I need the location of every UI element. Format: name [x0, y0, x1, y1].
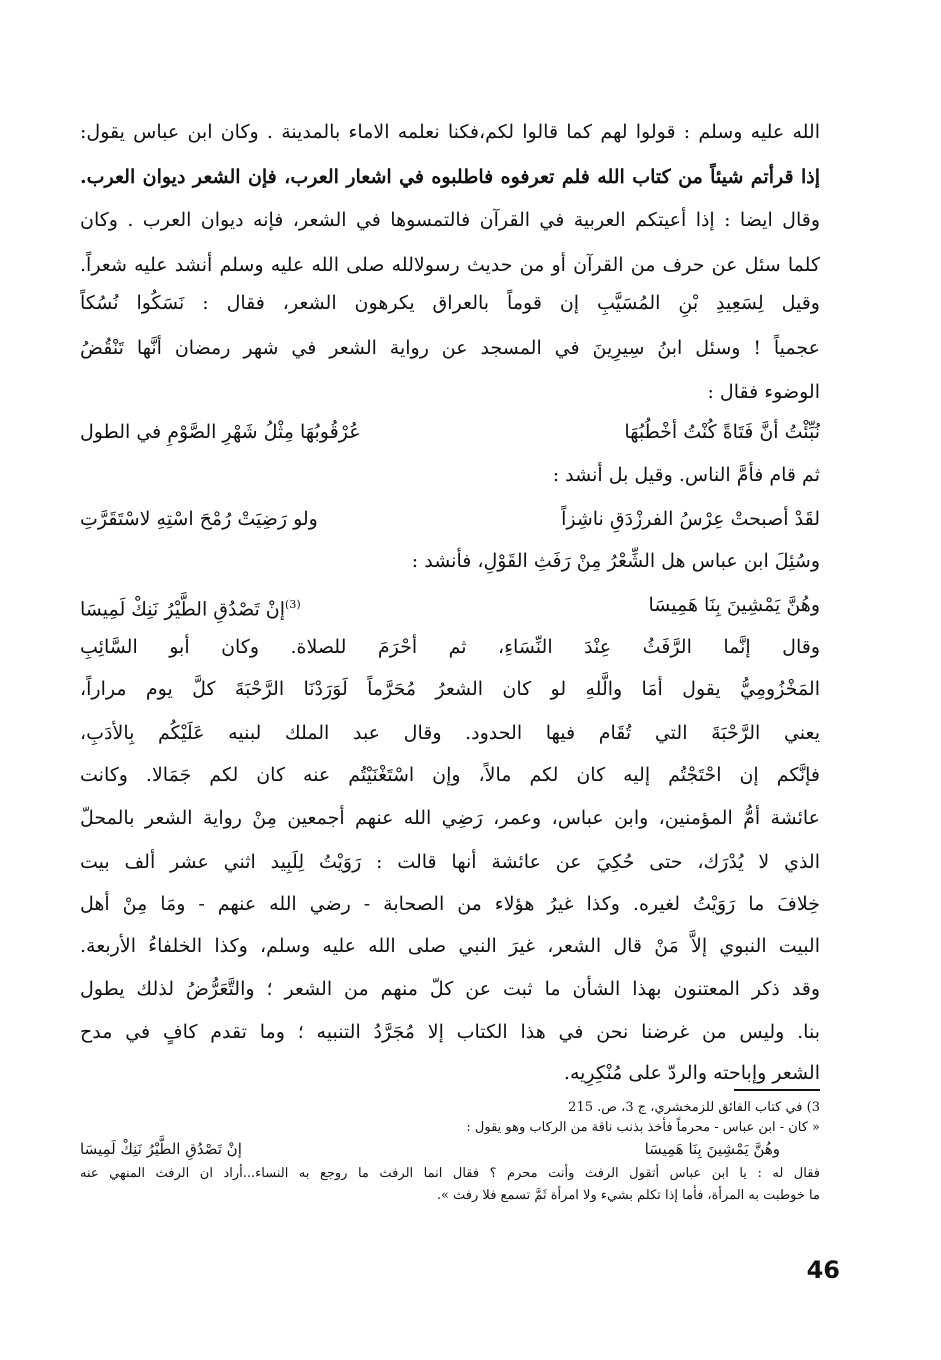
footnote-marker: (3) — [285, 598, 301, 611]
verse-hemistich-right: وهُنَّ يَمْشِينَ بِنَا هَمِيسَا — [648, 594, 820, 616]
text-line: الوضوء فقال : — [707, 381, 820, 403]
text-line: يعني الرَّحْبَةَ التي تُقَام فيها الحدود. وقال عبد الملك لبنيه عَلَيْكُم بِالأدَبِ، — [80, 722, 820, 744]
text-line: وقال ايضا : إذا أعيتكم العربية في القرآن فالتمسوها في الشعر، فإنه ديوان العرب . وكان — [80, 209, 820, 231]
verse-line — [80, 585, 820, 625]
verse-hemistich-left: ولو رَضِيَتْ رُمْحَ اسْتِهِ لاسْتَقَرَّتِ — [80, 508, 318, 530]
text-line: كلما سئل عن حرف من القرآن أو من حديث رسولالله صلى الله عليه وسلم أنشد عليه شعراً. — [80, 254, 820, 276]
verse-hemistich-right: لقَدْ أصبحتْ عِرْسُ الفرزْدَقِ ناشِزاً — [561, 508, 820, 530]
text-line: الله عليه وسلم : قولوا لهم كما قالوا لكم،فكنا نعلمه الاماء بالمدينة . وكان ابن عباس يقول: — [80, 121, 820, 143]
text-line: عجمياً ! وسئل ابنُ سِيرِينَ في المسجد عن رواية الشعر في شهر رمضان أنَّها تَنْقُضُ — [80, 337, 820, 359]
verse-hemistich-right: نُبِّئْتُ أنَّ فَتَاةً كُنْتُ أخْطُبُهَا — [624, 421, 820, 443]
footnote-divider — [734, 1089, 820, 1091]
text-line: إذا قرأتم شيئاً من كتاب الله فلم تعرفوه فاطلبوه في اشعار العرب، فإن الشعر ديوان العرب. — [80, 166, 820, 188]
verse-line — [80, 499, 820, 539]
text-line: بنا. وليس من غرضنا نحن في هذا الكتاب إلا مُجَرَّدُ التنبيه ؛ وما تقدم كافٍ في مدح — [80, 1021, 820, 1043]
footnote-line: ما خوطبت به المرأة، فأما إذا تكلم بشيء ولا امرأة ثَمَّ تسمع فلا رفث ». — [436, 1188, 820, 1203]
text-line: المَخْزُومِيُّ يقول أمَا والَّلهِ لو كان الشعرُ مُحَرَّماً لَوَرَدْنَا الرَّحْبَةَ كلَّ يوم مراراً، — [80, 678, 820, 700]
footnote-line: « كان - ابن عباس - محرماً فأخذ بذنب ناقة من الركاب وهو يقول : — [466, 1120, 820, 1135]
text-line: وقد ذكر المعتنون بهذا الشأن ما ثبت عن كلّ منهم من الشعر ؛ والتَّعَرُّضُ لذلك يطول — [80, 978, 820, 1000]
page-number: 46 — [806, 1256, 840, 1284]
verse-hemistich-left: إنْ تَصْدُقِ الطَّيْرُ نَنِكْ لَمِيسَا — [80, 1140, 242, 1158]
verse-hemistich-left: عُرْقُوبُهَا مِثْلُ شَهْرِ الصَّوْمِ في الطول — [80, 421, 361, 443]
verse-hemistich-left: $^{(3)}$إنْ تَصْدُقِ الطَّيْرُ نَنِكْ لَمِيسَا — [80, 598, 301, 621]
verse-hemistich-right: وهُنَّ يَمْشِينَ بِنَا هَمِيسَا — [644, 1140, 780, 1158]
text-line: وقال إنَّما الرَّفَثُ عِنْدَ النِّسَاءِ، ثم أحْرَمَ للصلاة. وكان أبو السَّائِبِ — [80, 636, 820, 658]
text-line: وقيل لِسَعِيدِ بْنِ المُسَيَّبِ إن قوماً بالعراق يكرهون الشعر، فقال : نَسَكُوا نُسُكاً — [80, 292, 820, 314]
text-line: عائشة أمُّ المؤمنين، وابن عباس، وعمر، رَضِي الله عنهم أجمعين مِنْ رواية الشعر بالمحلّ — [80, 807, 820, 829]
text-line: الشعر وإباحته والردّ على مُنْكِرِيه. — [563, 1062, 820, 1084]
text-line: البيت النبوي إلاَّ مَنْ قال الشعر، غيرَ النبي صلى الله عليه وسلم، وكذا الخلفاءُ الأربعة. — [80, 935, 820, 957]
footnote-line: 3) في كتاب الفائق للزمخشري، ج 3، ص. 215 — [568, 1100, 820, 1115]
footnote-line: فقال له : يا ابن عباس أتقول الرفث وأنت محرم ؟ فقال انما الرفث ما روجع به النساء...أراد ان الرفث المنهي عنه — [80, 1166, 820, 1181]
text-line: الذي لا يُدْرَك، حتى حُكِيَ عن عائشة أنها قالت : رَوَيْتُ لِلَبِيد اثني عشر ألف بيت — [80, 851, 820, 873]
text-line: خِلافَ ما رَوَيْتُ لغيره. وكذا غيرُ هؤلاء من الصحابة - رضي الله عنهم - ومَا مِنْ أهل — [80, 893, 820, 915]
text-line: وسُئِلَ ابن عباس هل الشِّعْرُ مِنْ رَفَثِ القَوْلِ، فأنشد : — [411, 550, 820, 572]
text-line: فإنَّكم إن احْتَجْتُم إليه كان لكم مالاً، وإن اسْتَغْنَيْتُم عنه كان لكم جَمَالا. وكانت — [80, 764, 820, 786]
text-line: ثم قام فأمَّ الناس. وقيل بل أنشد : — [552, 464, 820, 486]
verse-line — [80, 412, 820, 452]
footnote-verse — [80, 1136, 820, 1162]
